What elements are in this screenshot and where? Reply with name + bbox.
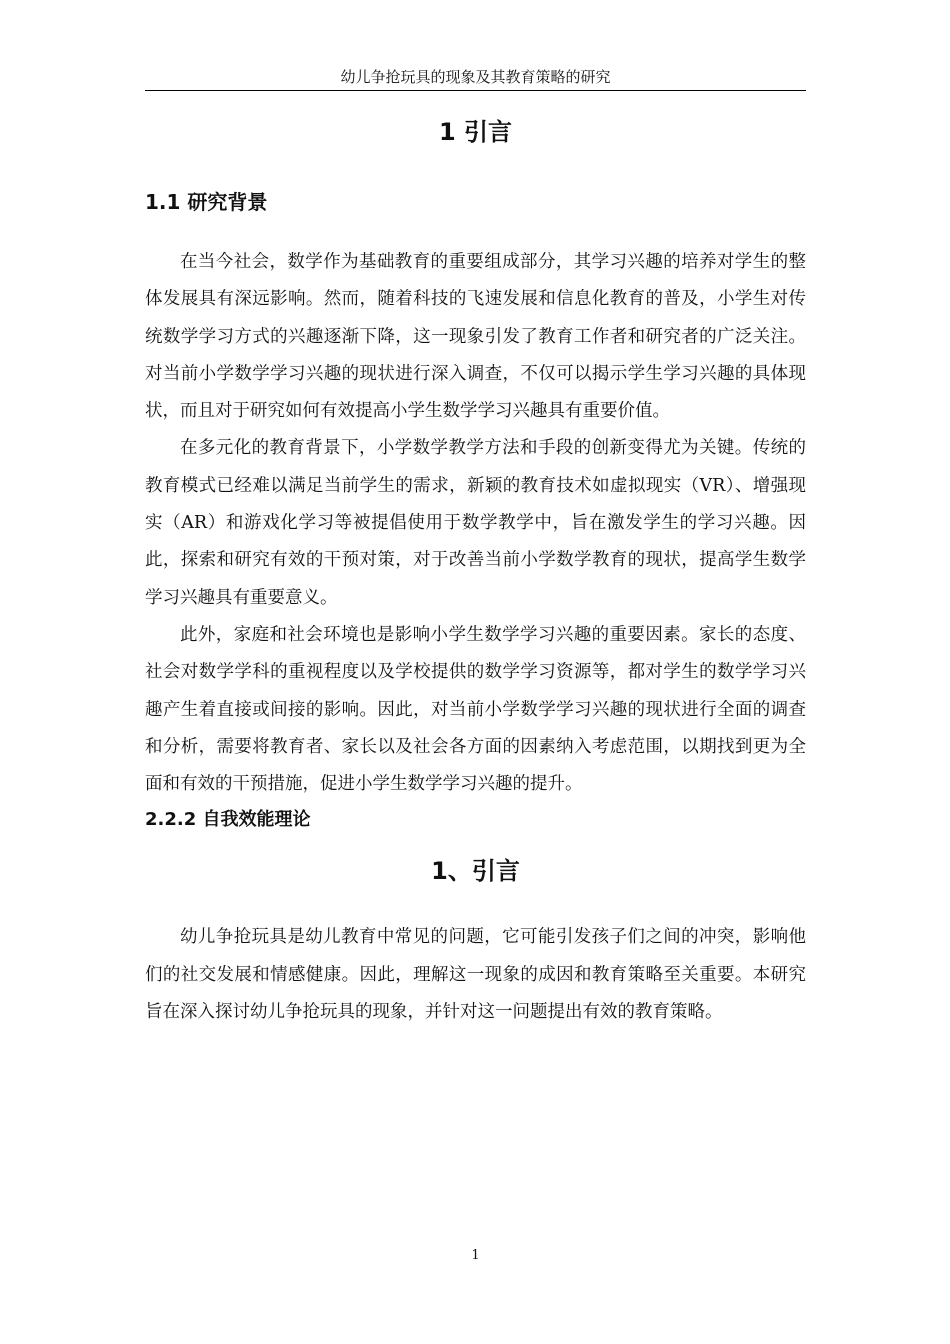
body-paragraph: 在多元化的教育背景下，小学数学教学方法和手段的创新变得尤为关键。传统的教育模式已经难以满足当前学生的需求，新颖的教育技术如虚拟现实（VR）、增强现实（AR）和游戏化学习等被提倡使用于数学教学中，旨在激发学生的学习兴趣。因此，探索和研究有效的干预对策，对于改善当前小学数学教育的现状，提高学生数学学习兴趣具有重要意义。 [145, 438, 806, 608]
subsection-title: 2.2.2 自我效能理论 [145, 809, 311, 831]
running-header: 幼儿争抢玩具的现象及其教育策略的研究 [145, 64, 806, 91]
chapter-title-2: 1、引言 [431, 857, 520, 886]
page-number: 1 [471, 1248, 480, 1263]
body-paragraph: 在当今社会，数学作为基础教育的重要组成部分，其学习兴趣的培养对学生的整体发展具有深远影响。然而，随着科技的飞速发展和信息化教育的普及，小学生对传统数学学习方式的兴趣逐渐下降，这一现象引发了教育工作者和研究者的广泛关注。对当前小学数学学习兴趣的现状进行深入调查，不仅可以揭示学生学习兴趣的具体现状，而且对于研究如何有效提高小学生数学学习兴趣具有重要价值。 [145, 252, 806, 422]
body-paragraph: 此外，家庭和社会环境也是影响小学生数学学习兴趣的重要因素。家长的态度、社会对数学学科的重视程度以及学校提供的数学学习资源等，都对学生的数学学习兴趣产生着直接或间接的影响。因此，对当前小学数学学习兴趣的现状进行全面的调查和分析，需要将教育者、家长以及社会各方面的因素纳入考虑范围，以期找到更为全面和有效的干预措施，促进小学生数学学习兴趣的提升。 [145, 624, 806, 795]
section-title: 1.1 研究背景 [145, 190, 268, 214]
chapter-title: 1 引言 [438, 118, 513, 146]
body-paragraph: 幼儿争抢玩具是幼儿教育中常见的问题，它可能引发孩子们之间的冲突，影响他们的社交发展和情感健康。因此，理解这一现象的成因和教育策略至关重要。本研究旨在深入探讨幼儿争抢玩具的现象，并针对这一问题提出有效的教育策略。 [145, 927, 806, 1023]
page-body [145, 108, 806, 1031]
